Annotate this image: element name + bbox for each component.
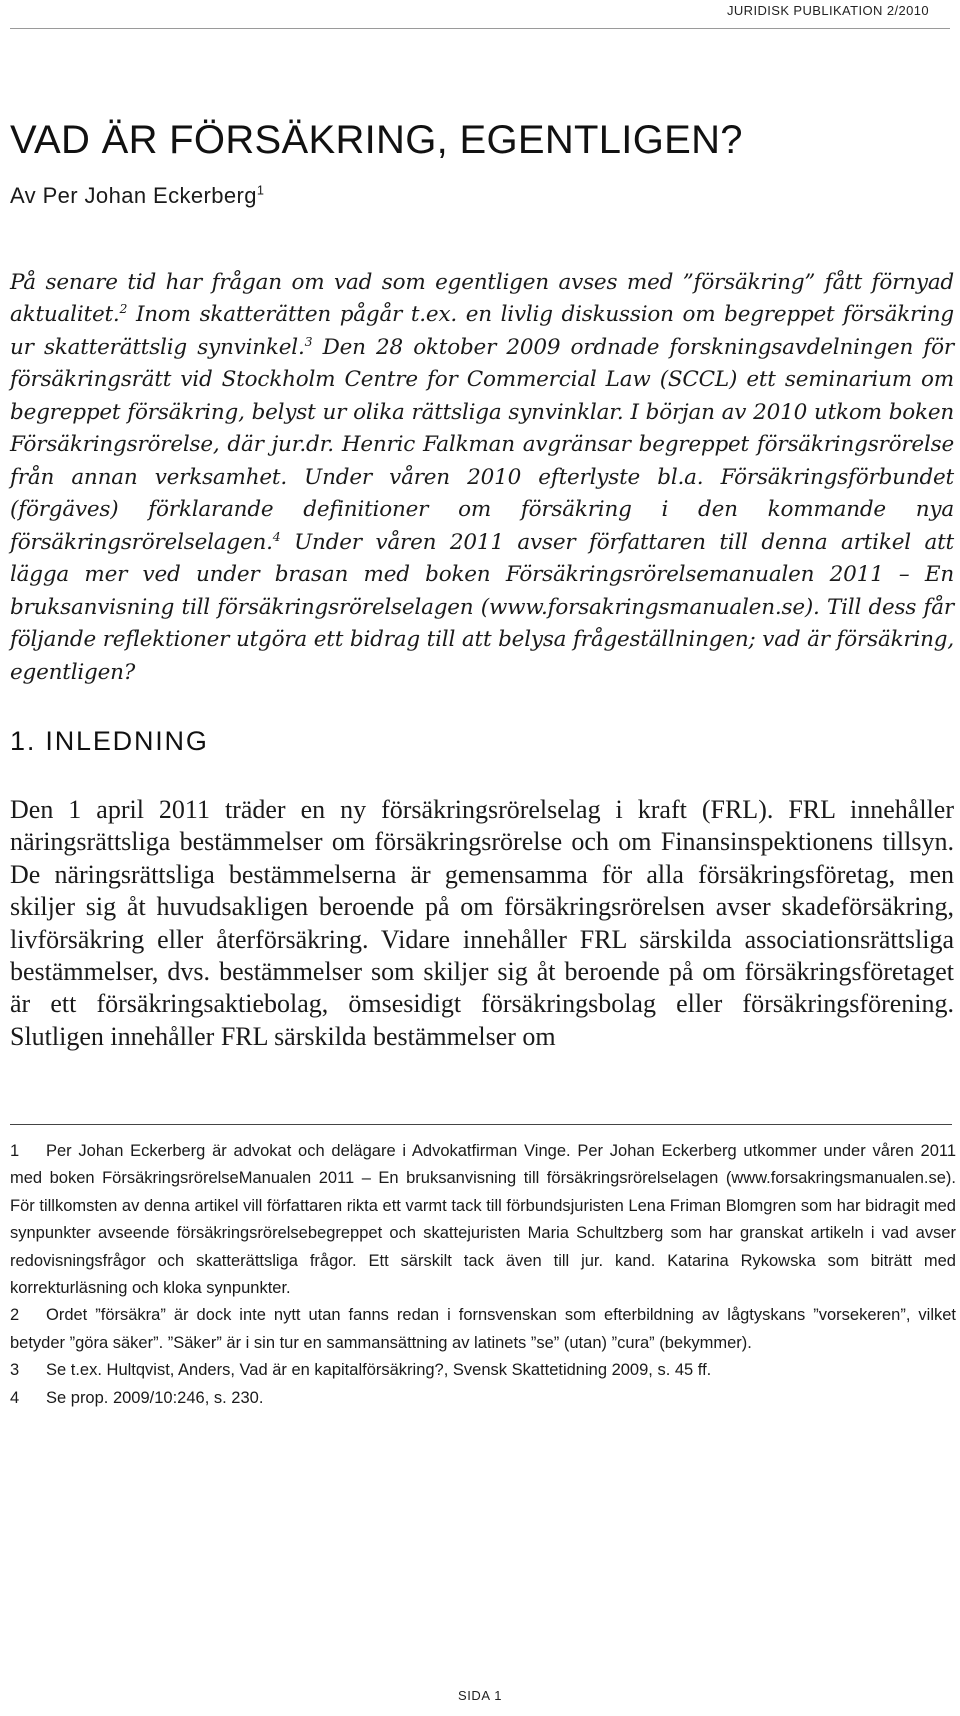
intro-text-3: Den 28 oktober 2009 ordnade forskningsavdelningen för försäkringsrätt vid Stockholm Centre for Commercial Law (SCCL) ett seminarium om begreppet försäkring, belyst ur olika rättsliga synvinklar. I början av 2010 utkom boken Försäkringsrörelse, där jur.dr. Henric Falkman avgränsar begreppet försäkringsrörelse från annan verksamhet. Under våren 2010 efterlyste bl.a. Försäkringsförbundet (förgäves) förklarande definitioner om försäkring i den kommande nya försäkringsrörelselagen. <box>10 334 955 555</box>
intro-text-4: Under våren 2011 avser författaren till denna artikel att lägga mer ved under brasan med boken Försäkringsrörelsemanualen 2011 – En bruksanvisning till försäkringsrörelselagen (www.forsakringsmanualen.se). Till dess får följande reflektioner utgöra ett bidrag till att belysa frågeställningen; vad är försäkring, egentligen? <box>10 529 954 685</box>
footnote-number: 2 <box>10 1306 20 1325</box>
intro-text-2: Inom skatterätten pågår t.ex. en livlig diskussion om begreppet försäkring ur skatterättslig synvinkel. <box>10 302 954 360</box>
footnote-text: Se t.ex. Hultqvist, Anders, Vad är en kapitalförsäkring?, Svensk Skattetidning 2009, s. 45 ff. <box>46 1361 712 1380</box>
byline <box>10 182 264 210</box>
page-footer <box>0 1688 960 1703</box>
footnote-ref-1[interactable]: 1 <box>256 182 265 198</box>
section-heading: 1. INLEDNING <box>10 726 209 756</box>
footnote-1 <box>10 1138 956 1302</box>
footnote-text: Se prop. 2009/10:246, s. 230. <box>46 1388 264 1407</box>
footnote-number: 3 <box>10 1361 20 1380</box>
section-body: Den 1 april 2011 träder en ny försäkringsrörelselag i kraft (FRL). FRL innehåller näringsrättsliga bestämmelser om försäkringsrörelse och om Finansinspektionens tillsyn. De näringsrättsliga bestämmelserna är gemensamma för alla försäkringsföretag, men skiljer sig åt huvudsakligen beroende på om försäkringsrörelsen avser skadeförsäkring, livförsäkring eller återförsäkring. Vidare innehåller FRL särskilda associationsrättsliga bestämmelser, dvs. bestämmelser som skiljer sig åt beroende på om försäkringsföretaget är ett försäkringsaktiebolag, ömsesidigt försäkringsbolag eller försäkringsförening. Slutligen innehåller FRL särskilda bestämmelser om <box>10 795 954 1051</box>
footnote-2 <box>10 1302 956 1357</box>
intro-paragraph <box>10 267 954 690</box>
footnote-text: Per Johan Eckerberg är advokat och delägare i Advokatfirman Vinge. Per Johan Eckerberg utkommer under våren 2011 med boken FörsäkringsrörelseManualen 2011 – En bruksanvisning till försäkringsrörelselagen (www.forsakringsmanualen.se). För tillkomsten av denna artikel vill författaren rikta ett varmt tack till förbundsjuristen Lena Friman Blomgren som har bidragit med synpunkter avseende försäkringsrörelsebegreppet och skattejuristen Maria Schultzberg som har granskat artikeln i vad avser redovisningsfrågor och skatterättsliga frågor. Ett särskilt tack även till jur. kand. Katarina Rykowska som biträtt med korrekturläsning och kloka synpunkter. <box>10 1142 956 1298</box>
page-number: SIDA 1 <box>457 1688 503 1703</box>
footnote-number: 4 <box>10 1388 20 1407</box>
footnote-text: Ordet ”försäkra” är dock inte nytt utan fanns redan i fornsvenskan som efterbildning av lågtyskans ”vorsekeren”, vilket betyder ”göra säker”. ”Säker” är i sin tur en sammansättning av latinets ”se” (utan) ”cura” (bekymmer). <box>10 1306 956 1352</box>
footnote-ref-4[interactable]: 4 <box>272 528 281 544</box>
footnote-ref-3[interactable]: 3 <box>304 333 313 349</box>
footnotes <box>10 1138 956 1412</box>
running-header <box>0 0 960 29</box>
footnote-3 <box>10 1357 956 1384</box>
intro-text-1: På senare tid har frågan om vad som egentligen avses med ”försäkring” fått förnyad aktualitet. <box>10 269 954 327</box>
article-title: VAD ÄR FÖRSÄKRING, EGENTLIGEN? <box>10 118 743 162</box>
footnote-ref-2[interactable]: 2 <box>119 300 128 316</box>
footnote-divider <box>10 1124 952 1125</box>
footnote-number: 1 <box>10 1142 20 1160</box>
author-byline: Av Per Johan Eckerberg <box>10 183 257 208</box>
header-divider <box>10 28 950 29</box>
footnote-4 <box>10 1385 956 1412</box>
publication-header: JURIDISK PUBLIKATION 2/2010 <box>726 3 929 18</box>
